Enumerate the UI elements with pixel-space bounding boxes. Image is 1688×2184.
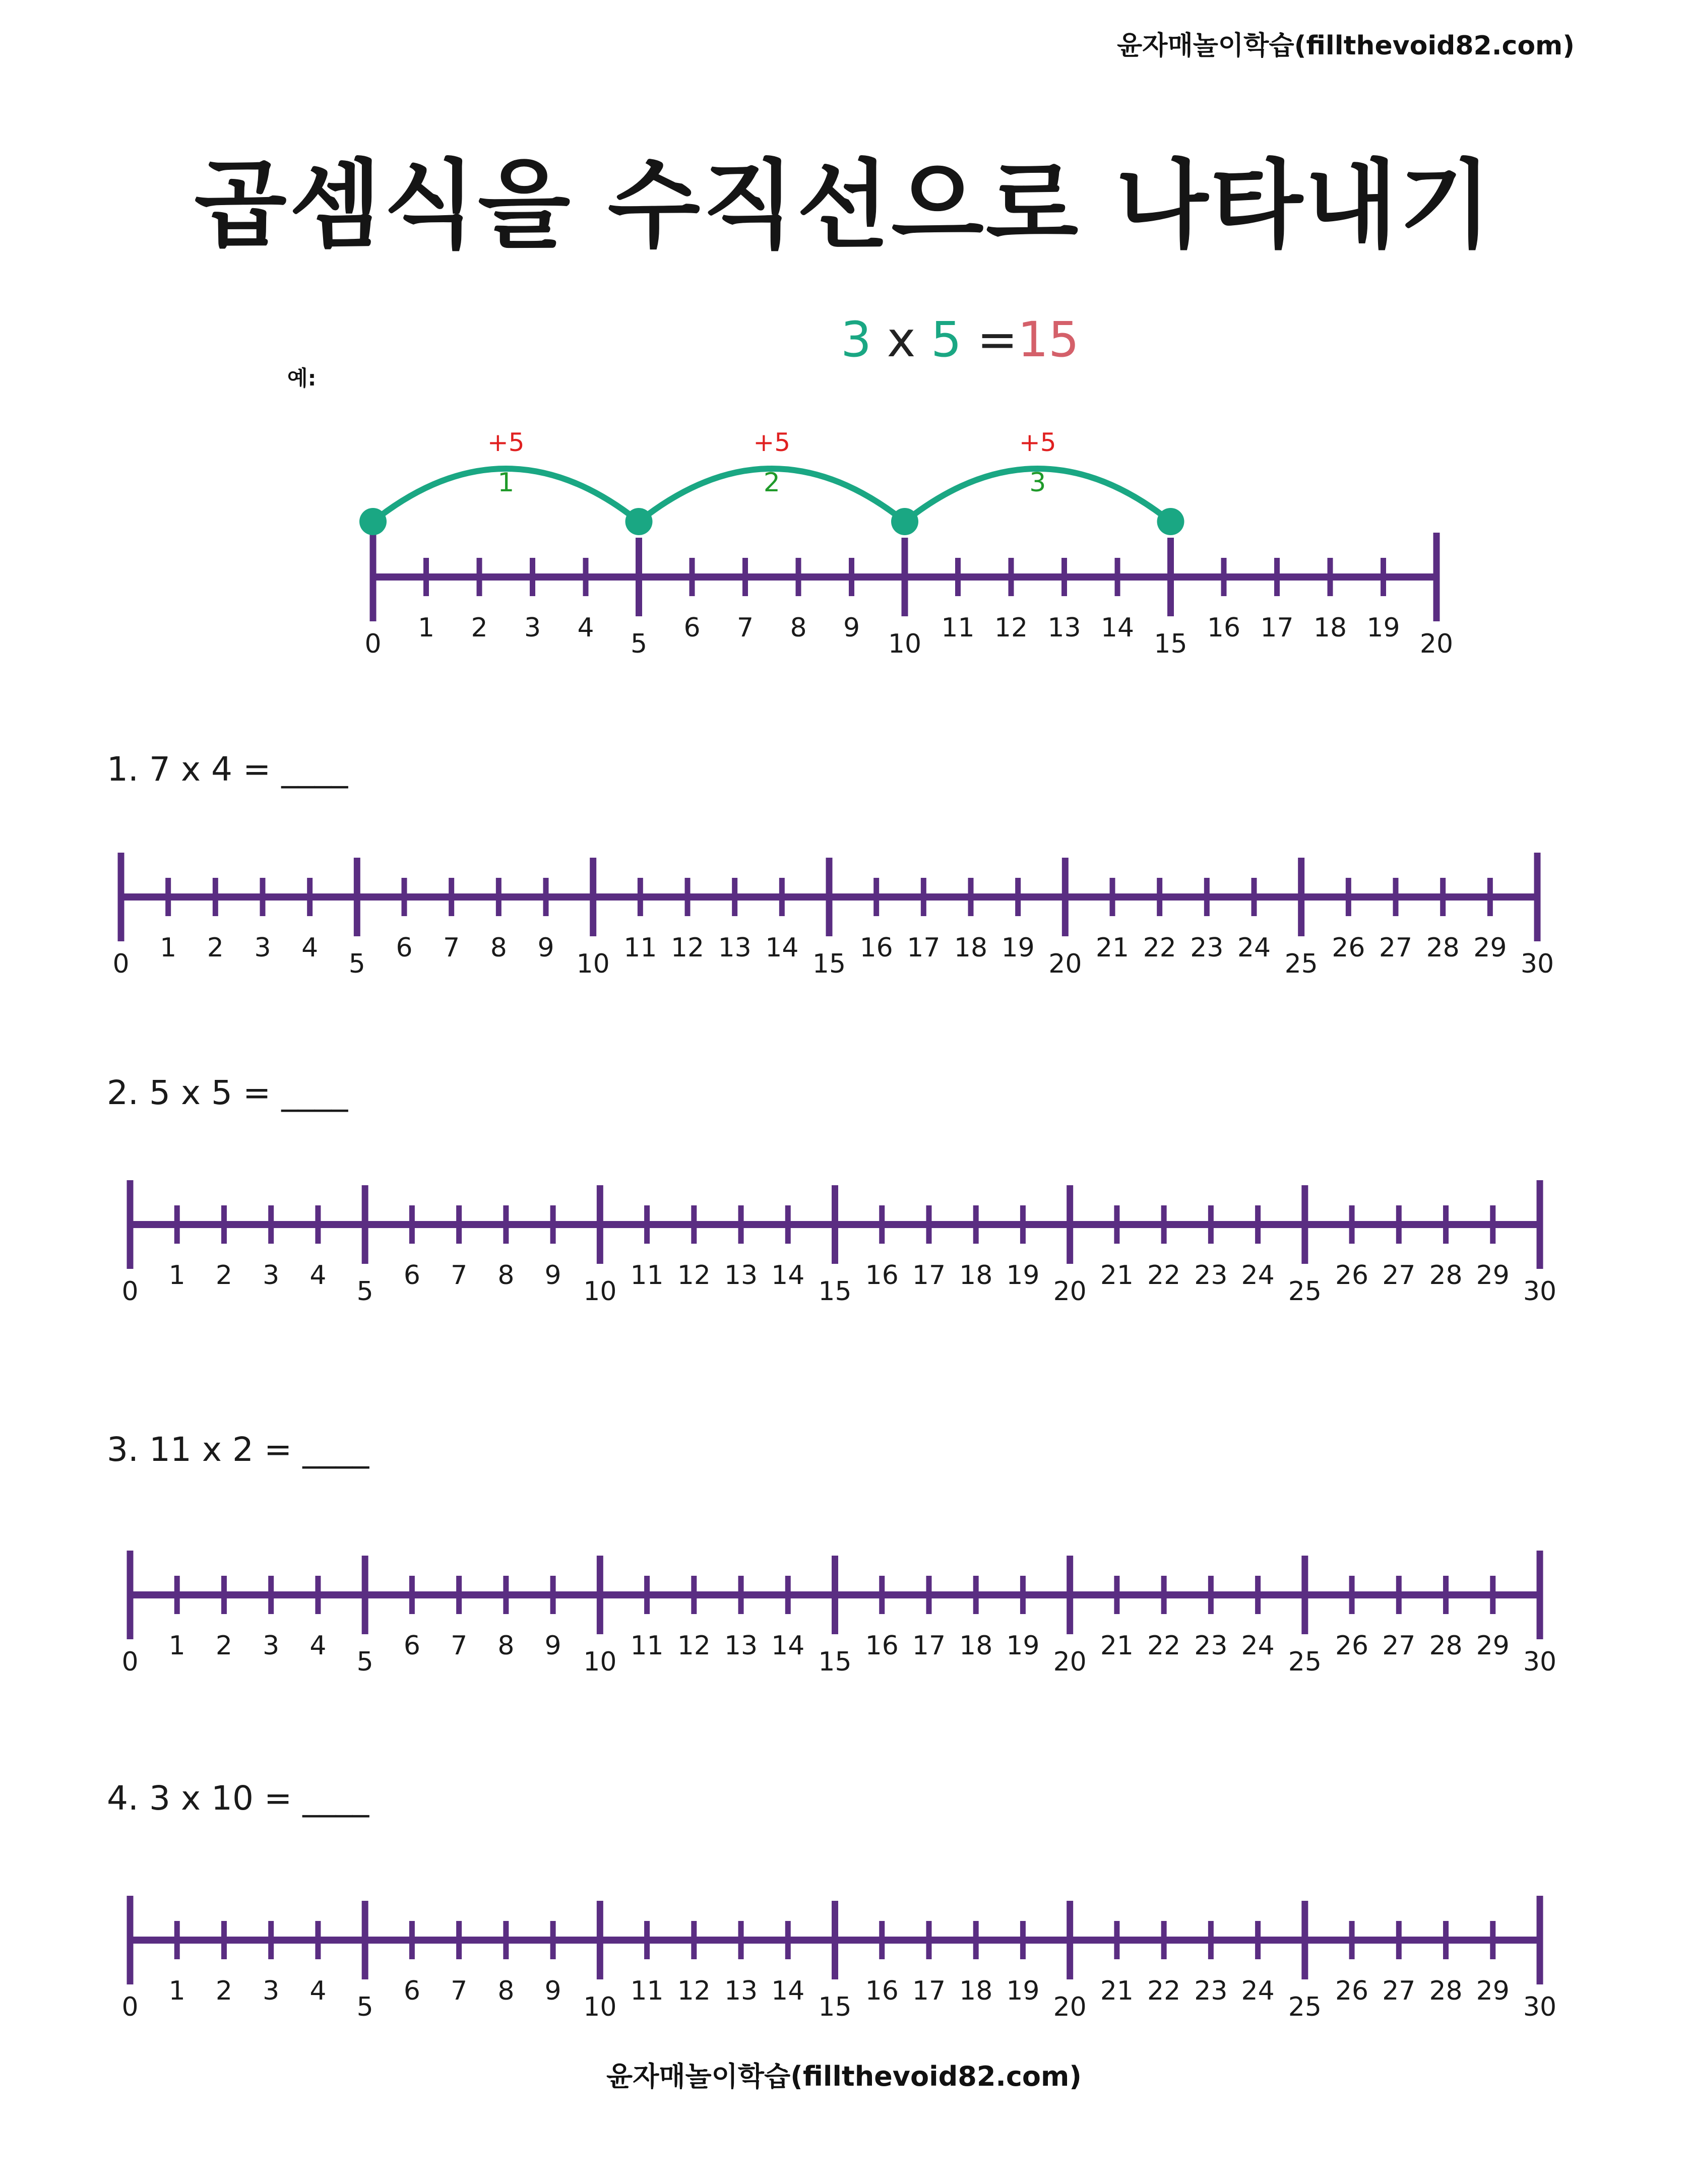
example-line-tick-label-15: 15: [1154, 629, 1187, 659]
example-times-sign: x: [887, 311, 916, 368]
problem-3-line-tick-label-14: 14: [771, 1631, 805, 1661]
problem-2-line-tick-label-13: 13: [724, 1260, 758, 1291]
answer-blank[interactable]: ____: [281, 750, 348, 789]
hop-point-10: [891, 508, 918, 535]
example-equals-sign: =: [977, 311, 1018, 368]
problem-4-line-tick-label-20: 20: [1053, 1992, 1087, 2022]
hop-count-label-2: 2: [763, 468, 780, 498]
problem-number: 1.: [107, 750, 139, 789]
example-line-tick-label-13: 13: [1047, 613, 1081, 643]
problem-1-line-tick-label-22: 22: [1143, 933, 1176, 963]
problem-2-line-tick-label-22: 22: [1147, 1260, 1181, 1291]
problem-2-line-tick-label-23: 23: [1194, 1260, 1228, 1291]
example-line-tick-label-18: 18: [1313, 613, 1347, 643]
hop-point-15: [1157, 508, 1184, 535]
problem-4-line-tick-label-6: 6: [403, 1976, 420, 2006]
answer-blank[interactable]: ____: [281, 1073, 348, 1112]
problem-2-line-tick-label-28: 28: [1429, 1260, 1463, 1291]
example-factor-b: 5: [930, 311, 962, 368]
problem-1-line-tick-label-1: 1: [160, 933, 177, 963]
hop-count-label-3: 3: [1029, 468, 1046, 498]
example-line-tick-label-8: 8: [790, 613, 807, 643]
problem-4-line-tick-label-21: 21: [1100, 1976, 1134, 2006]
example-line-tick-label-11: 11: [941, 613, 975, 643]
problem-4-line-tick-label-18: 18: [959, 1976, 993, 2006]
problem-3-line-tick-label-30: 30: [1523, 1647, 1557, 1677]
problem-4-line-tick-label-28: 28: [1429, 1976, 1463, 2006]
problem-3-line-tick-label-23: 23: [1194, 1631, 1228, 1661]
problem-4-line-tick-label-15: 15: [818, 1992, 852, 2022]
problem-4-line-tick-label-10: 10: [583, 1992, 617, 2022]
problem-4-line-tick-label-0: 0: [121, 1992, 139, 2022]
problem-1-line-tick-label-6: 6: [396, 933, 413, 963]
problem-3-line-tick-label-19: 19: [1006, 1631, 1040, 1661]
problem-4-line-tick-label-27: 27: [1382, 1976, 1416, 2006]
problem-4-line-tick-label-24: 24: [1241, 1976, 1275, 2006]
problem-4-line-tick-label-11: 11: [630, 1976, 664, 2006]
problem-3-line-tick-label-9: 9: [544, 1631, 561, 1661]
problem-1-line-tick-label-26: 26: [1332, 933, 1365, 963]
problem-3-line-tick-label-29: 29: [1476, 1631, 1510, 1661]
hop-plus-label-2: +5: [753, 428, 791, 457]
problem-1-line-tick-label-27: 27: [1379, 933, 1413, 963]
problem-1-line-tick-label-25: 25: [1284, 949, 1318, 979]
example-line-tick-label-14: 14: [1100, 613, 1135, 643]
problem-2-line-tick-label-8: 8: [497, 1260, 515, 1291]
problem-2-line-tick-label-0: 0: [121, 1276, 139, 1307]
answer-blank[interactable]: ____: [302, 1779, 369, 1818]
problem-1-line-tick-label-17: 17: [907, 933, 941, 963]
problem-3-line-tick-label-25: 25: [1288, 1647, 1322, 1677]
example-line-tick-label-16: 16: [1207, 613, 1241, 643]
example-line-tick-label-2: 2: [471, 613, 488, 643]
problem-3-line-tick-label-3: 3: [263, 1631, 280, 1661]
problem-4-line-tick-label-5: 5: [356, 1992, 373, 2022]
problem-1-line-tick-label-5: 5: [348, 949, 365, 979]
problem-3-line-tick-label-24: 24: [1241, 1631, 1275, 1661]
example-factor-a: 3: [841, 311, 872, 368]
example-line-tick-label-9: 9: [843, 613, 860, 643]
problem-1-line-tick-label-23: 23: [1190, 933, 1224, 963]
problem-1-line-tick-label-24: 24: [1237, 933, 1271, 963]
problem-1-line-tick-label-11: 11: [623, 933, 657, 963]
example-line-tick-label-19: 19: [1366, 613, 1400, 643]
problem-4-line-tick-label-25: 25: [1288, 1992, 1322, 2022]
hop-plus-label-3: +5: [1019, 428, 1056, 457]
problem-2-line-tick-label-27: 27: [1382, 1260, 1416, 1291]
problem-2-line-tick-label-15: 15: [818, 1276, 852, 1307]
problem-2-line-tick-label-10: 10: [583, 1276, 617, 1307]
problem-4-line-tick-label-2: 2: [215, 1976, 233, 2006]
example-line-tick-label-4: 4: [577, 613, 594, 643]
problem-1-line-tick-label-19: 19: [1001, 933, 1035, 963]
problem-2-line-tick-label-19: 19: [1006, 1260, 1040, 1291]
problem-2-line-tick-label-16: 16: [865, 1260, 899, 1291]
problem-3-line-tick-label-26: 26: [1335, 1631, 1369, 1661]
problem-3-line-tick-label-10: 10: [583, 1647, 617, 1677]
problem-expression: 3 x 10 =: [149, 1779, 292, 1818]
problem-2-line-tick-label-7: 7: [451, 1260, 468, 1291]
example-product: 15: [1017, 311, 1080, 368]
example-line-tick-label-20: 20: [1419, 629, 1454, 659]
problem-3-line-tick-label-8: 8: [497, 1631, 515, 1661]
problem-3-line-tick-label-2: 2: [215, 1631, 233, 1661]
problem-3-line-tick-label-4: 4: [309, 1631, 327, 1661]
problem-1-line-tick-label-28: 28: [1426, 933, 1460, 963]
problem-3-line-tick-label-27: 27: [1382, 1631, 1416, 1661]
problem-3-line-tick-label-5: 5: [356, 1647, 373, 1677]
problem-4-line-tick-label-4: 4: [309, 1976, 327, 2006]
hop-point-5: [626, 508, 653, 535]
problem-2-line-tick-label-6: 6: [403, 1260, 420, 1291]
problem-1-line-tick-label-29: 29: [1473, 933, 1507, 963]
problem-3-line-tick-label-28: 28: [1429, 1631, 1463, 1661]
problem-3-line-tick-label-7: 7: [451, 1631, 468, 1661]
problem-4-line-tick-label-12: 12: [677, 1976, 711, 2006]
problem-3-line-tick-label-17: 17: [912, 1631, 946, 1661]
problem-number: 4.: [107, 1779, 139, 1818]
problem-3-line-tick-label-12: 12: [677, 1631, 711, 1661]
problem-1-line-tick-label-12: 12: [670, 933, 705, 963]
answer-blank[interactable]: ____: [302, 1430, 369, 1469]
problem-1-line-tick-label-0: 0: [112, 949, 130, 979]
problem-3-line-tick-label-18: 18: [959, 1631, 993, 1661]
problem-2-line-tick-label-21: 21: [1100, 1260, 1134, 1291]
problem-2-line-tick-label-11: 11: [630, 1260, 664, 1291]
problem-2-line-tick-label-3: 3: [263, 1260, 280, 1291]
problem-1-line-tick-label-21: 21: [1095, 933, 1130, 963]
problem-1-line-tick-label-2: 2: [207, 933, 224, 963]
problem-3-line-tick-label-21: 21: [1100, 1631, 1134, 1661]
problem-2-line-tick-label-29: 29: [1476, 1260, 1510, 1291]
page-title: 곱셈식을 수직선으로 나타내기: [194, 150, 1494, 261]
problem-1-line-tick-label-15: 15: [812, 949, 846, 979]
site-credit-bottom: 윤자매놀이학습(fillthevoid82.com): [606, 2061, 1082, 2092]
problem-1-line-tick-label-8: 8: [490, 933, 507, 963]
example-line-tick-label-0: 0: [364, 629, 382, 659]
problem-4-line-tick-label-3: 3: [263, 1976, 280, 2006]
problem-2-line-tick-label-20: 20: [1053, 1276, 1087, 1307]
problem-2-line-tick-label-24: 24: [1241, 1260, 1275, 1291]
problem-3-line-tick-label-22: 22: [1147, 1631, 1181, 1661]
hop-plus-label-1: +5: [487, 428, 525, 457]
example-line-tick-label-5: 5: [630, 629, 648, 659]
problem-4-line-tick-label-19: 19: [1006, 1976, 1040, 2006]
problem-4-line-tick-label-9: 9: [544, 1976, 561, 2006]
problem-2-line-tick-label-26: 26: [1335, 1260, 1369, 1291]
problem-1-line-tick-label-20: 20: [1048, 949, 1082, 979]
problem-4-line-tick-label-7: 7: [451, 1976, 468, 2006]
example-line-tick-label-12: 12: [994, 613, 1028, 643]
example-line-tick-label-1: 1: [417, 613, 435, 643]
problem-3-line-tick-label-6: 6: [403, 1631, 420, 1661]
problem-2-line-tick-label-17: 17: [912, 1260, 946, 1291]
problem-4-line-tick-label-8: 8: [497, 1976, 515, 2006]
problem-2-line-tick-label-2: 2: [215, 1260, 233, 1291]
problem-4-line-tick-label-14: 14: [771, 1976, 805, 2006]
problem-3-line-tick-label-15: 15: [818, 1647, 852, 1677]
example-line-tick-label-10: 10: [888, 629, 922, 659]
site-credit-top: 윤자매놀이학습(fillthevoid82.com): [1116, 31, 1575, 61]
problem-1-line-tick-label-13: 13: [718, 933, 752, 963]
problem-3-line-tick-label-0: 0: [121, 1647, 139, 1677]
problem-1-line-tick-label-16: 16: [859, 933, 893, 963]
problem-1-line-tick-label-7: 7: [443, 933, 460, 963]
problem-expression: 11 x 2 =: [149, 1430, 292, 1469]
problem-4-line-tick-label-30: 30: [1523, 1992, 1557, 2022]
problem-4-line-tick-label-17: 17: [912, 1976, 946, 2006]
problem-1-line-tick-label-30: 30: [1520, 949, 1554, 979]
example-line-tick-label-7: 7: [736, 613, 754, 643]
problem-2-line-tick-label-9: 9: [544, 1260, 561, 1291]
problem-1-line-tick-label-9: 9: [537, 933, 554, 963]
problem-4-line-tick-label-29: 29: [1476, 1976, 1510, 2006]
problem-2-line-tick-label-1: 1: [168, 1260, 185, 1291]
problem-4-line-tick-label-1: 1: [168, 1976, 185, 2006]
problem-4-line-tick-label-16: 16: [865, 1976, 899, 2006]
example-line-tick-label-3: 3: [524, 613, 541, 643]
example-label: 예:: [287, 366, 317, 391]
problem-3-line-tick-label-11: 11: [630, 1631, 664, 1661]
problem-1-line-tick-label-3: 3: [254, 933, 271, 963]
problem-expression: 5 x 5 =: [149, 1073, 271, 1112]
example-line-tick-label-17: 17: [1260, 613, 1294, 643]
problem-1-line-tick-label-18: 18: [954, 933, 988, 963]
problem-3-line-tick-label-1: 1: [168, 1631, 185, 1661]
problem-1-line-tick-label-10: 10: [576, 949, 610, 979]
problem-2-line-tick-label-4: 4: [309, 1260, 327, 1291]
problem-1-line-tick-label-14: 14: [765, 933, 799, 963]
hop-point-0: [359, 508, 387, 535]
problem-4-line-tick-label-22: 22: [1147, 1976, 1181, 2006]
problem-2-line-tick-label-30: 30: [1523, 1276, 1557, 1307]
problem-3-line-tick-label-16: 16: [865, 1631, 899, 1661]
problem-2-line-tick-label-12: 12: [677, 1260, 711, 1291]
problem-4-line-tick-label-13: 13: [724, 1976, 758, 2006]
problem-2-line-tick-label-5: 5: [356, 1276, 373, 1307]
hop-count-label-1: 1: [497, 468, 515, 498]
problem-3-line-tick-label-20: 20: [1053, 1647, 1087, 1677]
problem-2-line-tick-label-18: 18: [959, 1260, 993, 1291]
problem-number: 3.: [107, 1430, 139, 1469]
example-line-tick-label-6: 6: [683, 613, 701, 643]
problem-4-line-tick-label-23: 23: [1194, 1976, 1228, 2006]
problem-number: 2.: [107, 1073, 139, 1112]
problem-2-line-tick-label-14: 14: [771, 1260, 805, 1291]
problem-4-line-tick-label-26: 26: [1335, 1976, 1369, 2006]
problem-3-line-tick-label-13: 13: [724, 1631, 758, 1661]
problem-expression: 7 x 4 =: [149, 750, 271, 789]
problem-2-line-tick-label-25: 25: [1288, 1276, 1322, 1307]
problem-1-line-tick-label-4: 4: [301, 933, 319, 963]
